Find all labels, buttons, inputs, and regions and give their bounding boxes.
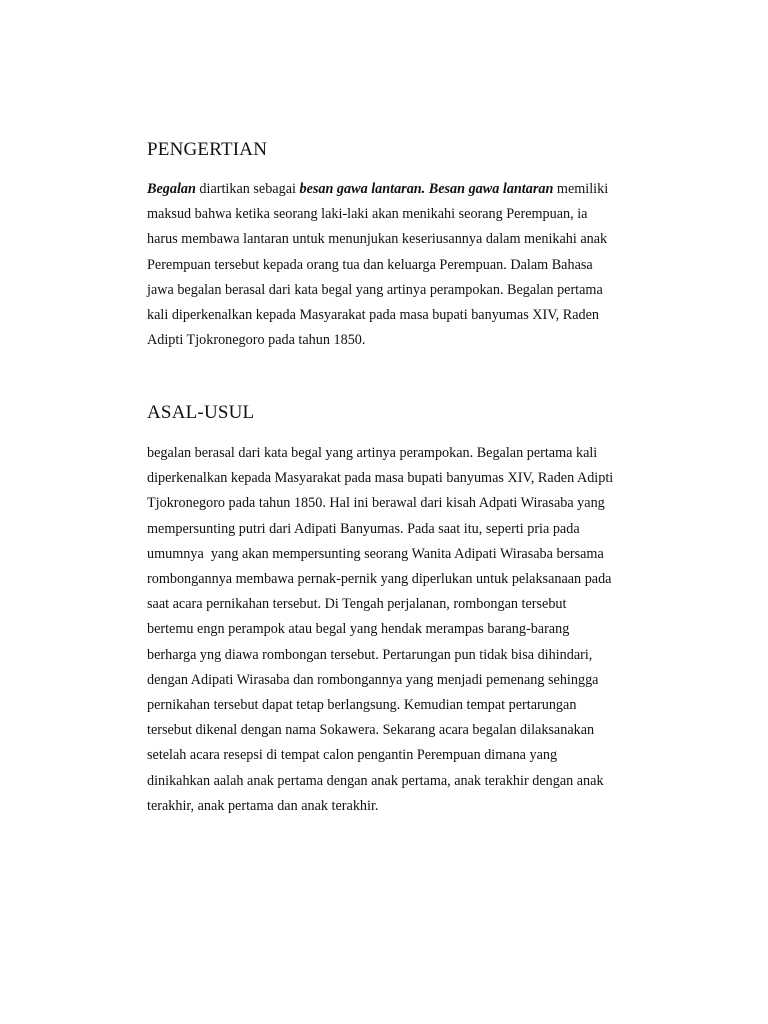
text-line: terakhir, anak pertama dan anak terakhir. (147, 797, 379, 814)
text-line (147, 177, 672, 202)
text-line: berharga yng diawa rombongan tersebut. Pertarungan pun tidak bisa dihindari, (147, 646, 593, 663)
text-line: saat acara pernikahan tersebut. Di Tengah perjalanan, rombongan tersebut (147, 596, 567, 613)
text-line: rombongannya membawa pernak-pernik yang diperlukan untuk pelaksanaan pada (147, 571, 612, 588)
emphasized-term: Begalan (147, 181, 196, 197)
text-run: memiliki (553, 181, 609, 197)
text-line: Tjokronegoro pada tahun 1850. Hal ini berawal dari kisah Adpati Wirasaba yang (147, 495, 605, 512)
text-line: Adipti Tjokronegoro pada tahun 1850. (147, 332, 366, 349)
text-line: dinikahkan aalah anak pertama dengan anak pertama, anak terakhir dengan anak (147, 772, 604, 789)
text-line: begalan berasal dari kata begal yang artinya perampokan. Begalan pertama kali (147, 445, 598, 461)
paragraph-asal-usul (147, 441, 672, 819)
text-run: diartikan sebagai (195, 181, 300, 197)
text-line: pernikahan tersebut dapat tetap berlangsung. Kemudian tempat pertarungan (147, 697, 577, 714)
paragraph-pengertian (147, 177, 672, 353)
text-line: dengan Adipati Wirasaba dan rombongannya yang menjadi pemenang sehingga (147, 671, 599, 688)
section-heading-asal-usul: ASAL-USUL (147, 402, 255, 423)
emphasized-term: besan gawa lantaran. Besan gawa lantaran (299, 181, 554, 197)
text-line: maksud bahwa ketika seorang laki-laki akan menikahi seorang Perempuan, ia (147, 206, 588, 223)
text-line: bertemu engn perampok atau begal yang hendak merampas barang-barang (147, 621, 570, 638)
text-line: umumnya yang akan mempersunting seorang Wanita Adipati Wirasaba bersama (147, 545, 604, 562)
text-line: harus membawa lantaran untuk menunjukan keseriusannya dalam menikahi anak (147, 231, 608, 248)
text-line: diperkenalkan kepada Masyarakat pada masa bupati banyumas XIV, Raden Adipti (147, 470, 614, 487)
section-heading-pengertian: PENGERTIAN (147, 139, 268, 160)
text-line: setelah acara resepsi di tempat calon pengantin Perempuan dimana yang (147, 747, 558, 764)
text-line: jawa begalan berasal dari kata begal yang artinya perampokan. Begalan pertama (147, 281, 603, 298)
text-line: kali diperkenalkan kepada Masyarakat pada masa bupati banyumas XIV, Raden (147, 307, 600, 324)
text-line: tersebut dikenal dengan nama Sokawera. Sekarang acara begalan dilaksanakan (147, 722, 595, 739)
text-line: mempersunting putri dari Adipati Banyumas. Pada saat itu, seperti pria pada (147, 520, 580, 537)
text-line: Perempuan tersebut kepada orang tua dan keluarga Perempuan. Dalam Bahasa (147, 256, 593, 273)
